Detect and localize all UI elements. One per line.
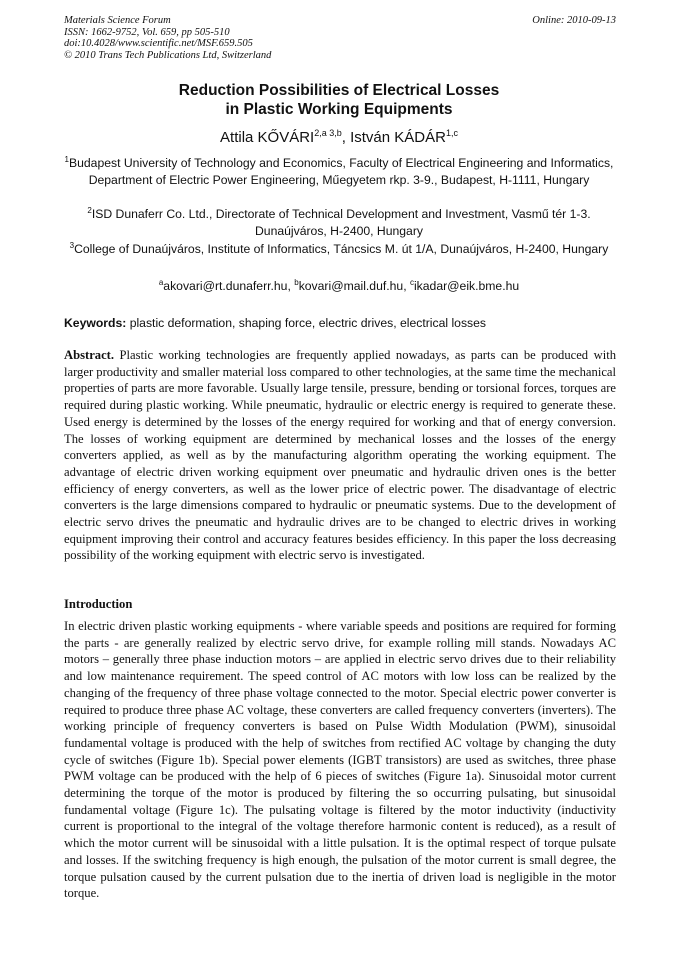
abstract-label: Abstract. bbox=[64, 348, 115, 362]
author-1-name: Attila KŐVÁRI bbox=[220, 129, 315, 146]
affiliation-2-text: ISD Dunaferr Co. Ltd., Directorate of Technical Development and Investment, Vasmű tér 1-3. Dunaújváros, H-2400, Hungary bbox=[91, 207, 591, 238]
paper-title bbox=[64, 81, 614, 119]
affiliation-1-text: Budapest University of Technology and Economics, Faculty of Electrical Engineering and Informatics, Department of Electric Power Engineering, Műegyetem rkp. 3-9., Budapest, H-1111, Hungary bbox=[69, 156, 614, 187]
email-b[interactable]: kovari@mail.duf.hu bbox=[298, 279, 404, 293]
email-separator: , bbox=[287, 279, 295, 293]
email-c-mark: c bbox=[409, 278, 414, 287]
author-1-affiliation-marks: 2,a 3,b bbox=[314, 128, 342, 138]
email-a[interactable]: akovari@rt.dunaferr.hu bbox=[163, 279, 288, 293]
affiliation-3-mark: 3 bbox=[69, 241, 75, 250]
abstract-text: Plastic working technologies are frequently applied nowadays, as parts can be produced with larger productivity and smaller material loss compared to other technologies, at the same time the mechanical properties of parts are more favorable. Usually large tensile, pressure, bending or torsional forces, torques are required during plastic working. While pneumatic, hydraulic or electric energy is required to generate these. Used energy is determined by the losses of the energy required for working and that of energy conversion. The losses of working equipment are determined by mechanical losses and the losses of the energy converters applied, as well as by the manufacturing algorithm operating the working equipment. The advantage of electric driven working equipment over pneumatic and hydraulic driven ones is the better efficiency of energy converters, as well as the lower price of electric power. The disadvantage of electric converters is the large dimensions compared to hydraulic or pneumatic systems. Due to the development of electric servo drives the pneumatic and hydraulic drives are to be changed to electric drives in working equipment improving their control and accuracy features besides efficiency. In this paper the loss decreasing possibility of the working equipment with electric servo is investigated. bbox=[64, 348, 616, 563]
keywords-text: plastic deformation, shaping force, electric drives, electrical losses bbox=[126, 316, 486, 330]
affiliation-2 bbox=[64, 206, 614, 239]
affiliation-3 bbox=[64, 241, 614, 258]
online-date: Online: 2010-09-13 bbox=[532, 15, 616, 26]
author-2-affiliation-marks: 1,c bbox=[445, 128, 458, 138]
author-separator: , bbox=[341, 129, 351, 146]
author-2-name: István KÁDÁR bbox=[350, 129, 446, 146]
email-c[interactable]: ikadar@eik.bme.hu bbox=[413, 279, 520, 293]
copyright-line: © 2010 Trans Tech Publications Ltd, Switzerland bbox=[64, 49, 272, 61]
affiliation-3-text: College of Dunaújváros, Institute of Informatics, Táncsics M. út 1/A, Dunaújváros, H-2400, Hungary bbox=[74, 242, 609, 256]
abstract bbox=[64, 347, 616, 564]
affiliation-2-mark: 2 bbox=[87, 206, 92, 215]
doi-line: doi:10.4028/www.scientific.net/MSF.659.505 bbox=[64, 38, 253, 49]
keywords bbox=[64, 315, 616, 331]
journal-header bbox=[64, 15, 616, 61]
introduction-heading: Introduction bbox=[64, 597, 133, 611]
title-line-2: in Plastic Working Equipments bbox=[225, 101, 453, 118]
author-list bbox=[64, 129, 614, 147]
title-line-1: Reduction Possibilities of Electrical Losses bbox=[178, 82, 500, 99]
keywords-label: Keywords: bbox=[64, 316, 127, 330]
introduction-paragraph: In electric driven plastic working equipments - where variable speeds and positions are required for forming the parts - are generally realized by electric servo drive, for example rolling mill stands. Nowadays AC motors – generally three phase induction motors – are applied in electric servo drives due to their reliability and low maintenance requirement. The speed control of AC motors with low loss can be realized by the changing of the frequency of three phase voltage connected to the motor. Special electric power converter is required to produce three phase AC voltage, these converters are called frequency converters (inverters). The working principle of frequency converters is based on Pulse Width Modulation (PWM), sinusoidal fundamental voltage is produced with the help of switches from rectified AC voltage by changing the duty cycle of switches (Figure 1b). Special power elements (IGBT transistors) are used as switches, three phase PWM voltage can be produced with the help of 6 pieces of switches (Figure 1a). Sinusoidal motor current determining the torque of the motor is produced by filtering the so occurring pulsating, but sinusoidal fundamental voltage (Figure 1c). The pulsating voltage is filtered by the motor inductivity (inductivity current is proportional to the integral of the voltage therefore harmonic content is reduced), as a result of which the motor current will be sinusoidal with a little pulsation. It is the optimal respect of torque pulsate and losses. If the switching frequency is high enough, the pulsation of the motor current is small degree, the torque pulsation caused by the current pulsation due to the inertia of driven load is negligible in the motor torque. bbox=[64, 619, 616, 901]
email-separator: , bbox=[403, 279, 410, 293]
affiliation-1-mark: 1 bbox=[64, 155, 69, 164]
journal-name: Materials Science Forum bbox=[64, 15, 171, 26]
email-a-mark: a bbox=[158, 278, 164, 287]
email-list bbox=[64, 278, 614, 294]
email-b-mark: b bbox=[294, 278, 299, 287]
affiliation-1 bbox=[64, 155, 614, 188]
issn-line: ISSN: 1662-9752, Vol. 659, pp 505-510 bbox=[64, 26, 230, 38]
